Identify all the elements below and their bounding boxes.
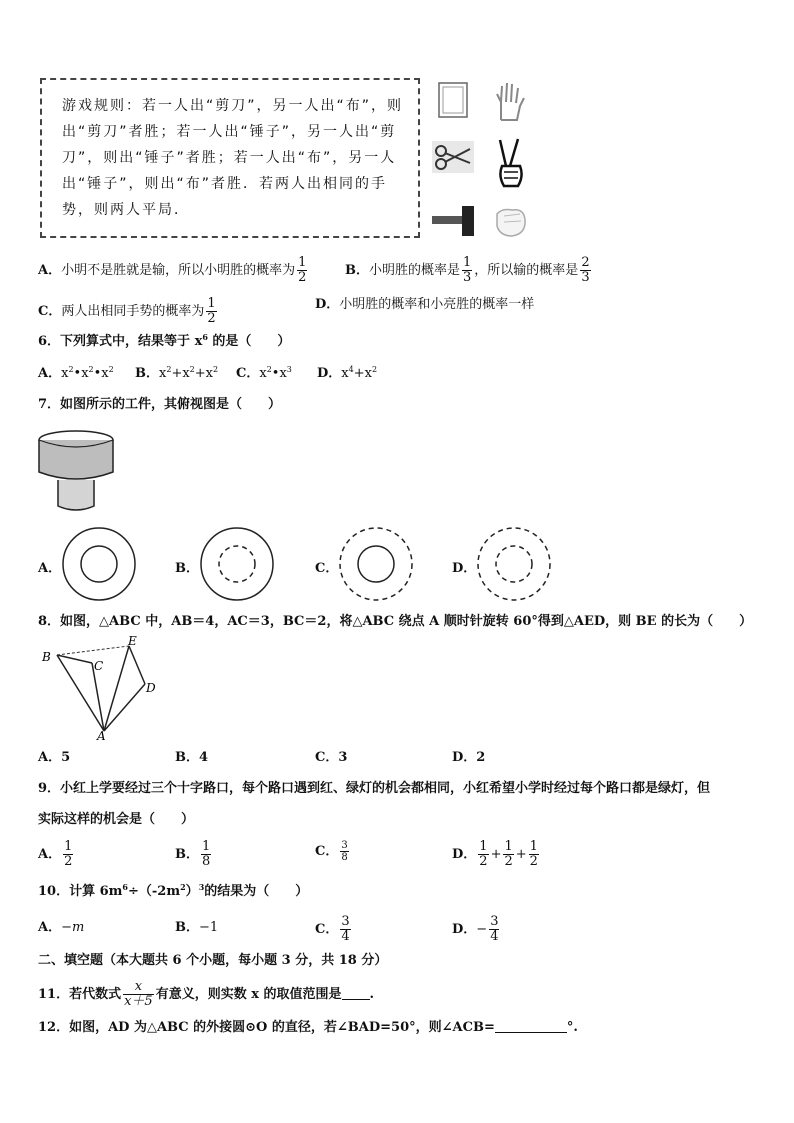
- q10-option-c: [315, 915, 353, 944]
- fraction: [340, 840, 348, 863]
- fraction: [529, 840, 539, 869]
- exponent: 3: [286, 365, 292, 374]
- numerator: 1: [64, 839, 73, 854]
- numerator: 3: [490, 914, 499, 929]
- q5-option-b: [345, 256, 593, 285]
- option-label: D．: [452, 750, 477, 765]
- exponent: 2: [88, 365, 94, 374]
- q12-stem: [38, 1020, 578, 1036]
- hammer-icon: [430, 204, 476, 238]
- fraction: [201, 840, 211, 869]
- exponent: 2: [166, 365, 172, 374]
- numerator: 1: [202, 839, 211, 854]
- denominator: 2: [504, 854, 513, 869]
- stem-text: .: [369, 987, 375, 1002]
- plus-sign: +: [515, 847, 527, 862]
- exponent: 2: [266, 365, 272, 374]
- q8-option-c: [315, 750, 347, 766]
- q6-stem: [38, 334, 290, 350]
- q7-option-c-label: C．: [315, 561, 339, 576]
- option-label: C．: [38, 304, 62, 319]
- option-label: A．: [38, 920, 62, 935]
- numerator: 1: [463, 255, 472, 270]
- fraction: [580, 256, 590, 285]
- option-value: −m: [61, 920, 85, 935]
- stem-text: 有意义，则实数 x 的取值范围是: [155, 987, 342, 1002]
- option-label: C．: [315, 922, 339, 937]
- option-value: −1: [199, 920, 219, 935]
- denominator: 2: [298, 270, 307, 285]
- option-label: D．: [315, 297, 340, 312]
- q7-option-a-label: A．: [38, 561, 62, 576]
- q7-option-d-label: D．: [452, 561, 477, 576]
- denominator: 2: [64, 854, 73, 869]
- numerator: x: [123, 980, 154, 995]
- option-label: C．: [315, 844, 339, 859]
- term: +x: [194, 366, 213, 381]
- denominator: 3: [463, 270, 472, 285]
- q9-option-c: [315, 840, 351, 863]
- option-label: C．: [315, 750, 339, 765]
- stem-text: ÷（-2m: [128, 884, 181, 899]
- option-value: 3: [338, 750, 348, 765]
- q5-option-d: [315, 297, 534, 313]
- term: •x: [271, 366, 287, 381]
- option-label: A．: [38, 263, 62, 278]
- fraction: [297, 256, 307, 285]
- q8-stem: 8．如图，△ABC 中，AB＝4，AC＝3，BC＝2，将△ABC 绕点 A 顺时针旋转 60°得到△AED，则 BE 的长为（ ）: [38, 614, 753, 629]
- denominator: 8: [341, 852, 348, 863]
- exponent: 2: [189, 365, 195, 374]
- option-label: C．: [236, 366, 260, 381]
- plus-sign: +: [490, 847, 502, 862]
- q8-option-a: [38, 750, 70, 766]
- fraction: [489, 915, 499, 944]
- q6-option-d: [317, 366, 377, 382]
- term: +x: [353, 366, 372, 381]
- q5-option-c: [38, 297, 219, 326]
- q8-option-d: [452, 750, 485, 766]
- q10-option-b: [175, 920, 218, 936]
- option-label: A．: [38, 847, 62, 862]
- q6-option-b: [135, 366, 218, 382]
- q7-option-c-figure: [339, 526, 417, 604]
- denominator: 4: [490, 929, 499, 944]
- fraction: [63, 840, 73, 869]
- option-value: 2: [476, 750, 486, 765]
- q10-option-a: [38, 920, 84, 936]
- option-label: B．: [345, 263, 369, 278]
- fist-icon: [494, 206, 528, 238]
- exponent: 4: [348, 365, 354, 374]
- fraction: [206, 297, 216, 326]
- option-label: A．: [38, 366, 62, 381]
- option-label: B．: [175, 750, 199, 765]
- vertex-b-label: B: [42, 650, 51, 664]
- denominator: x＋5: [124, 994, 153, 1009]
- q6-option-a: [38, 366, 114, 382]
- term: x: [61, 366, 69, 381]
- q9-option-b: [175, 840, 213, 869]
- exponent: 6: [122, 882, 128, 892]
- denominator: 3: [581, 270, 590, 285]
- numerator: 1: [529, 839, 538, 854]
- option-label: B．: [175, 847, 199, 862]
- q10-option-d: [452, 915, 501, 944]
- q7-stem: 7．如图所示的工件，其俯视图是（ ）: [38, 397, 282, 412]
- victory-hand-icon: [494, 136, 528, 190]
- answer-blank[interactable]: [495, 1020, 567, 1033]
- stem-text: 10．计算 6m: [38, 884, 123, 899]
- numerator: 2: [581, 255, 590, 270]
- stem-text: 6．下列算式中，结果等于 x: [38, 334, 203, 349]
- numerator: 1: [504, 839, 513, 854]
- minus-sign: −: [476, 922, 488, 937]
- q8-option-b: [175, 750, 208, 766]
- game-rules-text: 游戏规则：若一人出“剪刀”，另一人出“布”，则出“剪刀”者胜；若一人出“锤子”，另一人出“剪刀”，则出“锤子”者胜；若一人出“布”，另一人出“锤子”，则出“布”者胜．若两人出相同的手势，则两人平局．: [62, 98, 404, 218]
- stem-text: 11．若代数式: [38, 987, 122, 1002]
- fraction: [462, 256, 472, 285]
- option-text: 小明不是胜就是输，所以小明胜的概率为: [61, 263, 296, 278]
- stem-text: 的是（ ）: [207, 334, 291, 349]
- option-value: 5: [61, 750, 71, 765]
- fraction: [340, 915, 350, 944]
- fraction: [503, 840, 513, 869]
- denominator: 2: [207, 311, 216, 326]
- vertex-c-label: C: [94, 659, 104, 673]
- paper-square-icon: [436, 80, 470, 120]
- numerator: 1: [298, 255, 307, 270]
- exponent: 2: [108, 365, 114, 374]
- term: x: [259, 366, 267, 381]
- exponent: 2: [68, 365, 74, 374]
- vertex-d-label: D: [146, 681, 156, 695]
- fraction: [123, 980, 154, 1009]
- option-text: 小明胜的概率是: [369, 263, 461, 278]
- q5-option-a: [38, 256, 309, 285]
- workpiece-figure: [36, 428, 118, 514]
- term: +x: [171, 366, 190, 381]
- vertex-e-label: E: [128, 634, 137, 648]
- numerator: 1: [207, 296, 216, 311]
- option-label: A．: [38, 750, 62, 765]
- q9-stem-line-1: 9．小红上学要经过三个十字路口，每个路口遇到红、绿灯的机会都相同，小红希望小学时经过每个路口都是绿灯，但: [38, 781, 711, 796]
- q7-option-b-figure: [200, 526, 278, 604]
- denominator: 2: [479, 854, 488, 869]
- q10-stem: [38, 884, 308, 900]
- q7-option-b-label: B．: [175, 561, 199, 576]
- option-text: ，所以输的概率是: [474, 263, 579, 278]
- numerator: 3: [341, 840, 348, 851]
- option-text: 小明胜的概率和小亮胜的概率一样: [339, 297, 535, 312]
- option-value: 4: [199, 750, 209, 765]
- denominator: 4: [341, 929, 350, 944]
- term: •x: [73, 366, 89, 381]
- q7-option-a-figure: [62, 526, 140, 604]
- q8-rotation-figure: [38, 636, 162, 742]
- answer-blank[interactable]: [342, 987, 370, 1000]
- term: x: [159, 366, 167, 381]
- vertex-a-label: A: [97, 729, 106, 743]
- stem-text: ）: [185, 884, 199, 899]
- denominator: 8: [202, 854, 211, 869]
- option-label: B．: [135, 366, 159, 381]
- open-hand-icon: [493, 80, 527, 122]
- stem-text: 12．如图，AD 为△ABC 的外接圆⊙O 的直径，若∠BAD=50°，则∠ACB=: [38, 1020, 495, 1035]
- game-rules-box: [40, 78, 420, 238]
- exponent: 2: [213, 365, 219, 374]
- numerator: 1: [479, 839, 488, 854]
- fraction: [478, 840, 488, 869]
- exponent: 2: [180, 882, 186, 892]
- option-label: D．: [452, 922, 477, 937]
- option-label: D．: [317, 366, 342, 381]
- term: x: [341, 366, 349, 381]
- q9-option-d: [452, 840, 541, 869]
- exponent: 2: [371, 365, 378, 374]
- scissors-icon: [432, 141, 474, 173]
- option-text: 两人出相同手势的概率为: [61, 304, 205, 319]
- q9-option-a: [38, 840, 75, 869]
- numerator: 3: [341, 914, 350, 929]
- section-2-title: 二、填空题（本大题共 6 个小题，每小题 3 分，共 18 分）: [38, 953, 388, 968]
- option-label: D．: [452, 847, 477, 862]
- option-label: B．: [175, 920, 199, 935]
- exponent: 6: [202, 332, 208, 342]
- stem-text: °.: [566, 1020, 578, 1035]
- q7-option-d-figure: [477, 526, 555, 604]
- q11-stem: [38, 980, 374, 1009]
- q9-stem-line-2: 实际这样的机会是（ ）: [38, 812, 195, 827]
- exponent: 3: [198, 882, 205, 892]
- denominator: 2: [529, 854, 538, 869]
- stem-text: 的结果为（ ）: [204, 884, 309, 899]
- term: •x: [93, 366, 109, 381]
- q6-option-c: [236, 366, 292, 382]
